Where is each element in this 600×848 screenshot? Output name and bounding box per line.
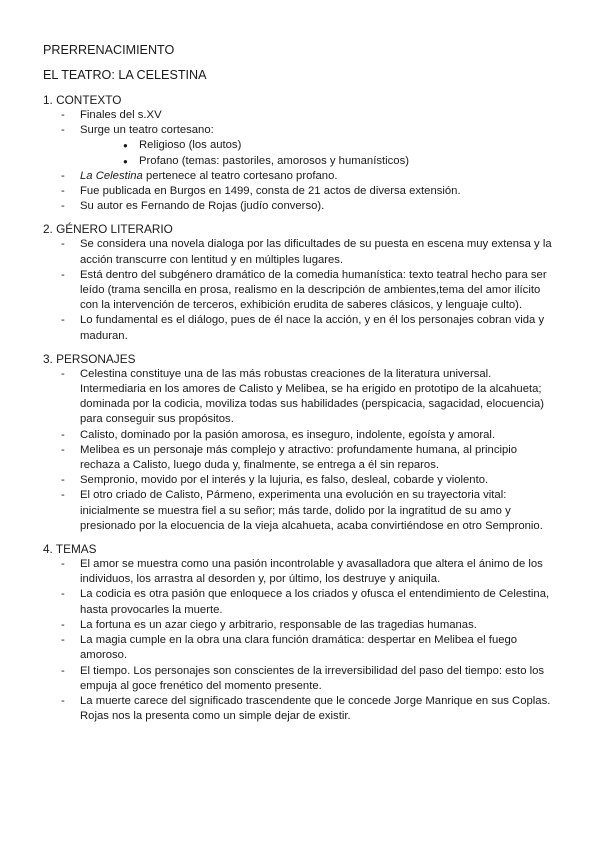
sub-list-item: ● Profano (temas: pastoriles, amorosos y humanísticos) xyxy=(80,154,560,169)
list-item: - Sempronio, movido por el interés y la lujuria, es falso, desleal, cobarde y violento. xyxy=(43,473,560,488)
bullet-list xyxy=(43,237,560,343)
list-item xyxy=(43,169,560,184)
list-item-text: Surge un teatro cortesano: xyxy=(80,124,214,137)
list-item: - La codicia es otra pasión que enloquece a los criados y ofusca el entendimiento de Celestina, hasta provocarles la muerte. xyxy=(43,587,560,617)
list-item: - Calisto, dominado por la pasión amorosa, es inseguro, indolente, egoísta y amoral. xyxy=(43,428,560,443)
section-temas xyxy=(43,542,560,724)
list-item: - Finales del s.XV xyxy=(43,108,560,123)
list-item: - La magia cumple en la obra una clara función dramática: despertar en Melibea el fuego amoroso. xyxy=(43,633,560,663)
document-subtitle: EL TEATRO: LA CELESTINA xyxy=(43,68,207,82)
list-item: - La muerte carece del significado trascendente que le concede Jorge Manrique en sus Coplas. Rojas nos la presenta como un simple dejar de existir. xyxy=(43,694,560,724)
section-contexto xyxy=(43,93,560,214)
bullet-list xyxy=(43,557,560,724)
list-item: - Su autor es Fernando de Rojas (judío converso). xyxy=(43,199,560,214)
list-item: - El tiempo. Los personajes son conscientes de la irreversibilidad del paso del tiempo: esto los empuja al goce frenético del momento presente. xyxy=(43,664,560,694)
bullet-list xyxy=(43,108,560,214)
list-item: - La fortuna es un azar ciego y arbitrario, responsable de las tragedias humanas. xyxy=(43,618,560,633)
list-item: - El amor se muestra como una pasión incontrolable y avasalladora que altera el ánimo de los individuos, los arrastra al desorden y, por último, los destruye y aniquila. xyxy=(43,557,560,587)
list-item: - Melibea es un personaje más complejo y atractivo: profundamente humana, al principio rechaza a Calisto, luego duda y, finalmente, se entrega a él sin reparos. xyxy=(43,443,560,473)
section-genero-literario xyxy=(43,222,560,343)
section-heading: 2. GÉNERO LITERARIO xyxy=(43,222,173,237)
list-item xyxy=(43,123,560,169)
sub-list-item: ● Religioso (los autos) xyxy=(80,138,560,153)
list-item: - El otro criado de Calisto, Pármeno, experimenta una evolución en su trayectoria vital: inicialmente se muestra fiel a su señor; más tarde, dolido por la ingratitud de su amo y presionado por la elocuencia de la vieja alcahueta, acaba convirtiéndose en otro Sempronio. xyxy=(43,488,560,534)
document-title: PRERRENACIMIENTO xyxy=(43,43,175,57)
list-item: - Está dentro del subgénero dramático de la comedia humanística: texto teatral hecho para ser leído (trama sencilla en prosa, realismo en la descripción de ambientes,tema del amor ilícito con la intervención de terceros, exhibición erudita de saberes clásicos, y lenguaje culto). xyxy=(43,268,560,314)
section-heading: 1. CONTEXTO xyxy=(43,93,122,107)
list-item: - Celestina constituye una de las más robustas creaciones de la literatura universal. Intermediaria en los amores de Calisto y Melibea, se ha erigido en prototipo de la alcahueta; dominada por la codicia, moviliza todas sus habilidades (perspicacia, sagacidad, elocuencia) para conseguir sus propósitos. xyxy=(43,367,560,428)
list-item: - Lo fundamental es el diálogo, pues de él nace la acción, y en él los personajes cobran vida y maduran. xyxy=(43,313,560,343)
list-item-text: pertenece al teatro cortesano profano. xyxy=(142,169,338,182)
list-item: - Fue publicada en Burgos en 1499, consta de 21 actos de diversa extensión. xyxy=(43,184,560,199)
bullet-list xyxy=(43,367,560,534)
sub-bullet-list xyxy=(80,138,560,168)
section-heading: 4. TEMAS xyxy=(43,542,97,557)
section-personajes xyxy=(43,352,560,534)
section-heading: 3. PERSONAJES xyxy=(43,351,136,366)
list-item: - Se considera una novela dialoga por las dificultades de su puesta en escena muy extensa y la acción transcurre con lentitud y en múltiples lugares. xyxy=(43,237,560,267)
work-title-italic: La Celestina xyxy=(80,169,143,182)
